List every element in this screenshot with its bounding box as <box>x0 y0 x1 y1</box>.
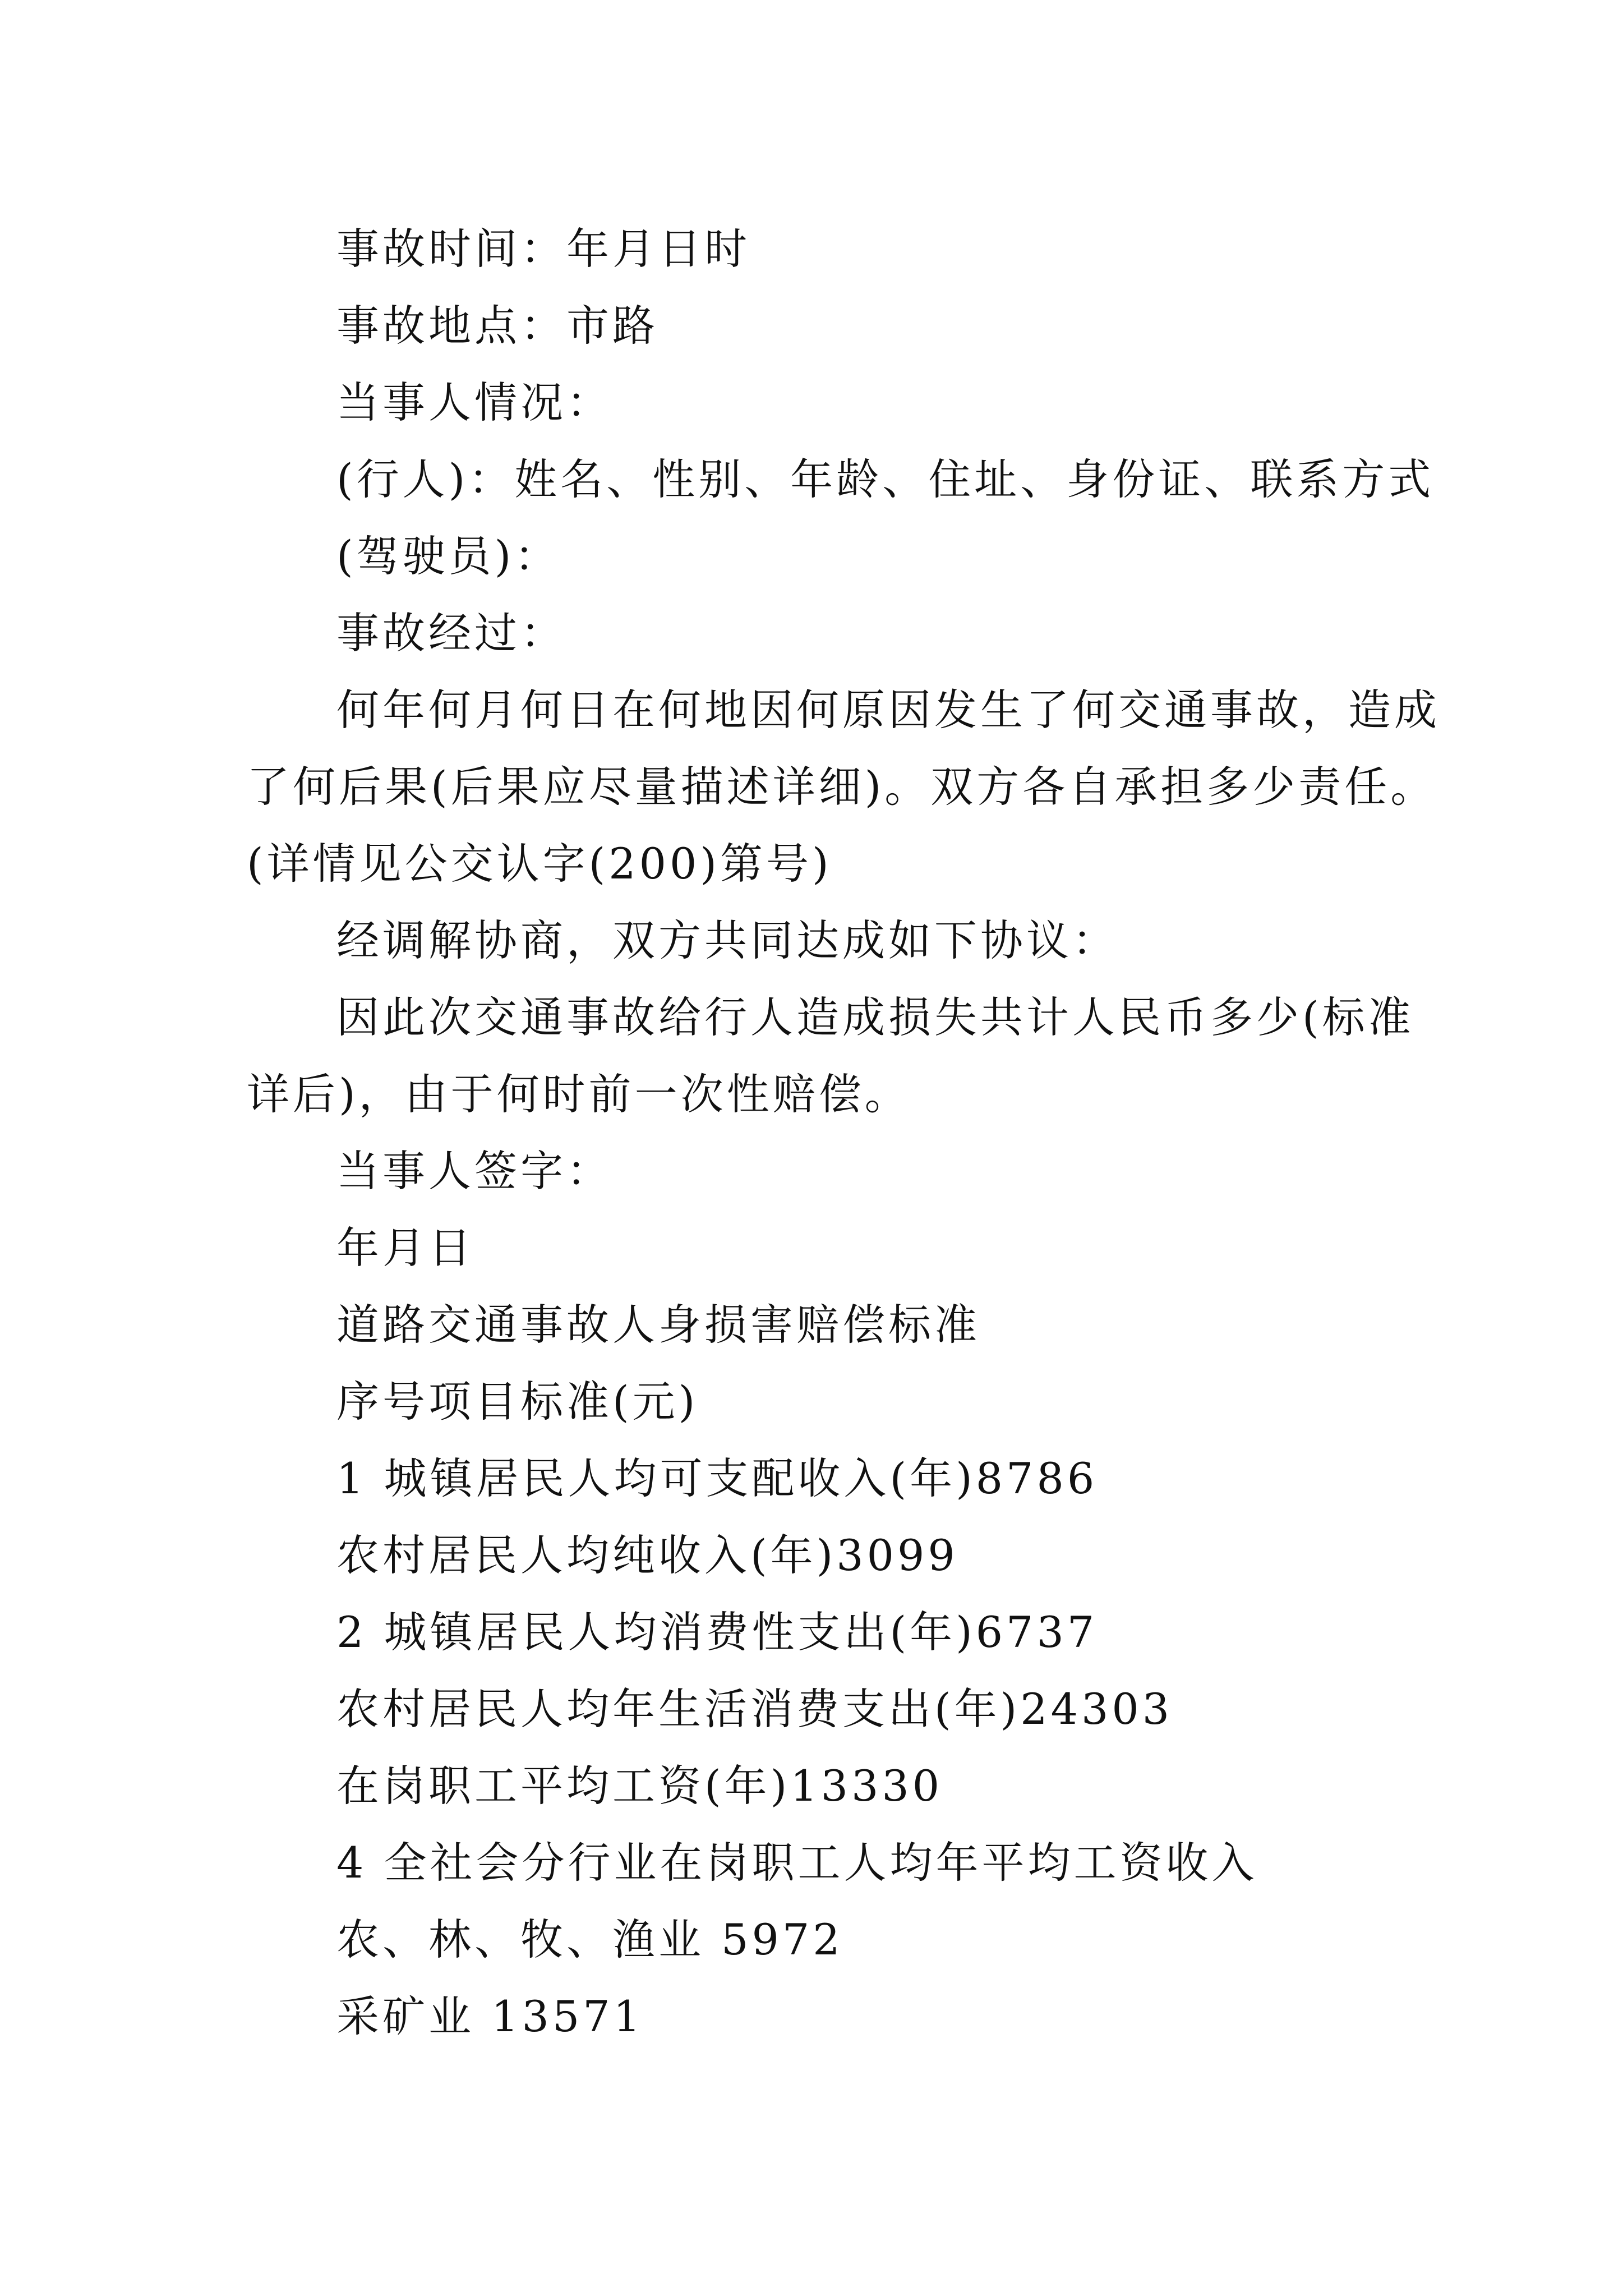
accident-location-line: 事故地点：市路 <box>336 301 658 351</box>
signature-line: 当事人签字： <box>336 1146 612 1196</box>
standards-row: 2 城镇居民人均消费性支出(年)6737 <box>336 1607 1098 1657</box>
date-line: 年月日 <box>336 1223 474 1273</box>
standards-row: 农村居民人均年生活消费支出(年)24303 <box>336 1684 1173 1734</box>
standards-title: 道路交通事故人身损害赔偿标准 <box>336 1300 980 1350</box>
standards-row: 采矿业 13571 <box>336 1991 644 2041</box>
standards-row: 1 城镇居民人均可支配收入(年)8786 <box>336 1453 1098 1503</box>
accident-process-text-1: 何年何月何日在何地因何原因发生了何交通事故，造成 <box>336 685 1440 735</box>
document-body <box>247 210 1440 2055</box>
compensation-text-1: 因此次交通事故给行人造成损失共计人民币多少(标准 <box>336 992 1414 1042</box>
driver-info-line: (驾驶员)： <box>336 531 561 581</box>
standards-table-header: 序号项目标准(元) <box>336 1377 699 1427</box>
agreement-intro-line: 经调解协商，双方共同达成如下协议： <box>336 915 1118 965</box>
accident-time-line: 事故时间：年月日时 <box>336 224 750 274</box>
pedestrian-info-line: (行人)：姓名、性别、年龄、住址、身份证、联系方式 <box>336 454 1435 504</box>
accident-process-text-3: (详情见公交认字(200)第号) <box>247 839 832 889</box>
compensation-text-2: 详后)，由于何时前一次性赔偿。 <box>247 1069 911 1119</box>
standards-row: 在岗职工平均工资(年)13330 <box>336 1761 943 1811</box>
accident-process-text-2: 了何后果(后果应尽量描述详细)。双方各自承担多少责任。 <box>247 762 1437 812</box>
standards-row: 4 全社会分行业在岗职工人均年平均工资收入 <box>336 1838 1258 1888</box>
standards-row: 农、林、牧、渔业 5972 <box>336 1915 843 1964</box>
accident-process-heading: 事故经过： <box>336 608 566 658</box>
parties-heading: 当事人情况： <box>336 378 612 427</box>
standards-row: 农村居民人均纯收入(年)3099 <box>336 1530 958 1580</box>
